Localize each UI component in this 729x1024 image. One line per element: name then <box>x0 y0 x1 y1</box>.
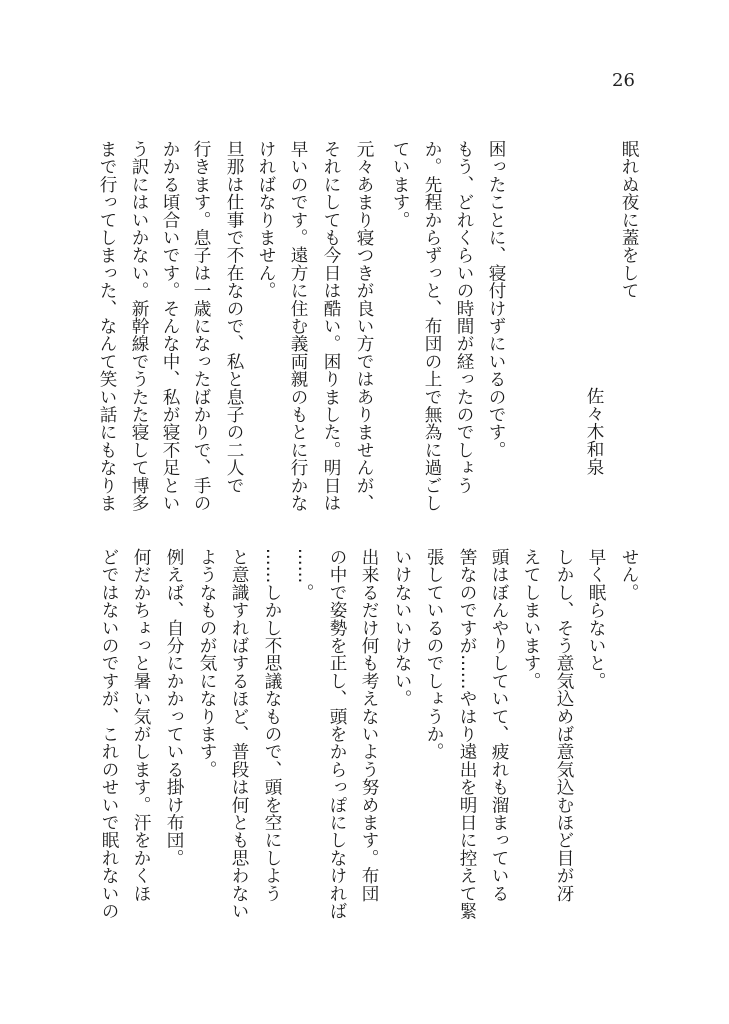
text-column: 筈なのですが……やはり遠出を明日に控えて緊 <box>457 548 477 920</box>
text-column: 出来るだけ何も考えないよう努めます。布団 <box>359 548 379 902</box>
text-column: まで行ってしまった、なんて笑い話にもなりま <box>97 140 117 512</box>
text-column: 張しているのでしょうか。 <box>424 548 444 761</box>
text-column: う訳にはいかない。新幹線でうたた寝して博多 <box>129 140 149 512</box>
text-column: ……しかし不思議なもので、頭を空にしよう <box>262 548 282 902</box>
text-column: それにしても今日は酷い。困りました。明日は <box>321 140 341 512</box>
text-column: えてしまいます。 <box>521 548 541 690</box>
text-column: 何だかちょっと暑い気がします。汗をかくほ <box>131 548 151 902</box>
text-column: ければなりません。 <box>256 140 276 300</box>
text-column: 行きます。息子は一歳になったばかりで、手の <box>191 140 211 512</box>
text-column: かかる頃合いです。そんな中、私が寝不足とい <box>160 140 180 512</box>
text-column: 困ったことに、寝付けずにいるのです。 <box>486 140 506 459</box>
text-column: せん。 <box>619 548 639 602</box>
text-column: しかし、そう意気込めば意気込むほど目が冴 <box>554 548 574 902</box>
text-column: 早いのです。遠方に住む義両親のもとに行かな <box>288 140 308 512</box>
text-column: どではないのですが、これのせいで眠れないの <box>99 548 119 920</box>
text-column: と意識すればするほど、普段は何とも思わない <box>229 548 249 920</box>
text-column: か。先程からずっと、布団の上で無為に過ごし <box>422 140 442 512</box>
page-number: 26 <box>612 70 635 91</box>
story-title: 眠れぬ夜に蓋をして <box>619 140 639 300</box>
text-column: 元々あまり寝つきが良い方ではありませんが、 <box>354 140 374 512</box>
text-column: 例えば、自分にかかっている掛け布団。 <box>164 548 184 867</box>
text-column: 頭はぼんやりしていて、疲れも溜まっている <box>489 548 509 902</box>
text-column: いけないいけない。 <box>392 548 412 708</box>
text-column: ようなものが気になります。 <box>197 548 217 779</box>
text-column: ています。 <box>390 140 410 229</box>
author-name: 佐々木和泉 <box>584 387 604 476</box>
text-column: ……。 <box>294 548 314 602</box>
text-column: の中で姿勢を正し、頭をからっぽにしなければ <box>327 548 347 920</box>
text-column: 早く眠らないと。 <box>586 548 606 690</box>
text-column: もう、どれくらいの時間が経ったのでしょう <box>454 140 474 494</box>
text-column: 旦那は仕事で不在なので、私と息子の二人で <box>224 140 244 494</box>
